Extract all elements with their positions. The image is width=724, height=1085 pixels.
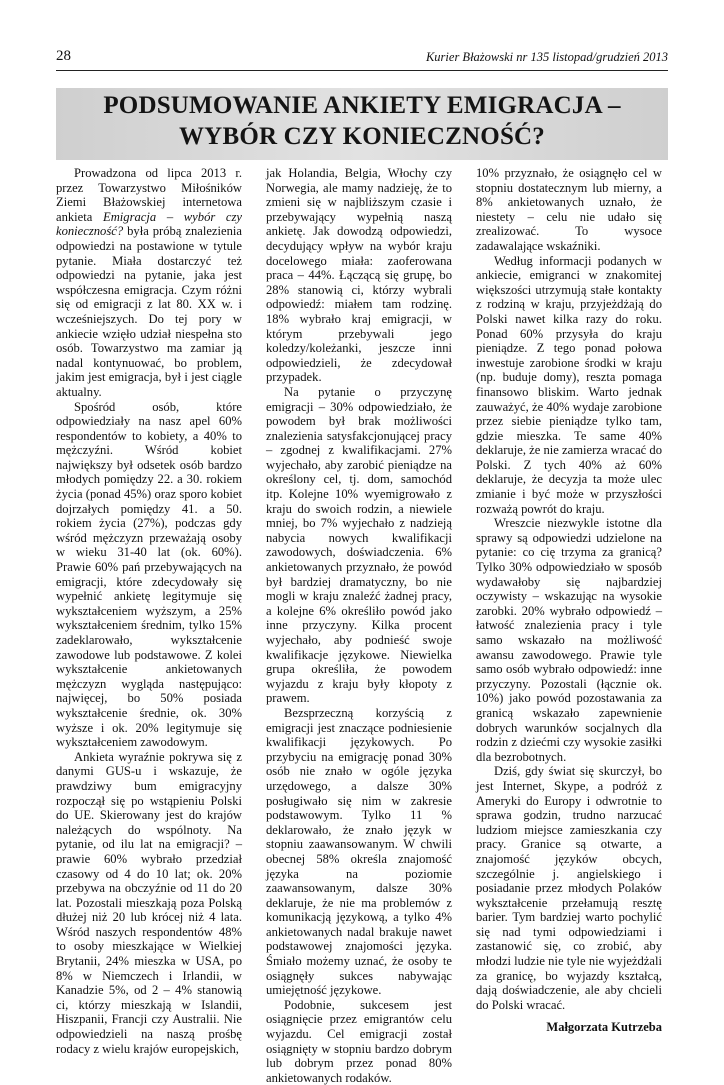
text-column-3 <box>476 166 662 1035</box>
paragraph-text: była próbą znalezienia odpowiedzi na postawione w tytule pytanie. Miała dostarczyć też odpowiedzi na pytanie, jaka jest współczesna emigracja. Czym różni się od emigracji z lat 80. XX w. i wcześniejszych. Do tej pory w ankiecie wzięło udział niespełna sto osób. Towarzystwo ma zamiar ją nadal kontynuować, bo problem, jakim jest emigracja, był i jest ciągle aktualny. <box>56 224 242 399</box>
paragraph: Podobnie, sukcesem jest osiągnięcie przez emigrantów celu wyjazdu. Cel emigracji został osiągnięty w stopniu bardzo dobrym lub dobrym przez ponad 80% ankietowanych rodaków. <box>266 997 452 1085</box>
page-header <box>56 48 668 71</box>
journal-info: Kurier Błażowski nr 135 listopad/grudzień 2013 <box>425 50 668 64</box>
paragraph: Według informacji podanych w ankiecie, emigranci w znakomitej większości utrzymują stałe kontakty z rodziną w kraju, przyjeżdżają do Polski nawet kilka razy do roku. Ponad 60% przysyła do kraju pieniądze. Z tego ponad połowa inwestuje zarobione środki w kraju (np. buduje domy), reszta pomaga finansowo bliskim. Warto jednak zauważyć, że 40% wydaje zarobione przez siebie pieniądze tylko tam, gdzie mieszka. Te same 40% deklaruje, że nie zamierza wracać do Polski. Z tych 40% aż 60% deklaruje, że decyzja ta może ulec zmianie i być może w przyszłości rozważą powrót do kraju. <box>476 253 662 516</box>
page-number: 28 <box>56 48 71 64</box>
paragraph: Dziś, gdy świat się skurczył, bo jest Internet, Skype, a podróż z Ameryki do Europy i odwrotnie to sprawa godzin, trudno narzucać ludziom miejsce zamieszkania czy pracy. Granice są otwarte, a znajomość języków obcych, szczególnie j. angielskiego i posiadanie przez młodych Polaków wykształcenie przełamują resztę barier. Tym bardziej warto pochylić się nad tymi odpowiedziami i zastanowić się, co zrobić, aby młodzi ludzie nie tyle nie wyjeżdżali za granicę, bo wyjazdy kształcą, dają doświadczenie, ale aby chcieli do Polski wracać. <box>476 764 662 1012</box>
paragraph: jak Holandia, Belgia, Włochy czy Norwegia, ale mamy nadzieję, że to zmieni się w najbliższym czasie i przebywający wypełnią naszą ankietę. Jak dowodzą odpowiedzi, decydujący wpływ na wybór kraju docelowego miała: zaoferowana praca – 44%. Łączącą się grupę, bo 28% stanowią ci, którzy wybrali odpowiedź: miałem tam rodzinę. 18% wybrało kraj emigracji, w którym przebywali jego koledzy/koleżanki, jeszcze inni odpowiedzieli, że zdecydował przypadek. <box>266 166 452 385</box>
paragraph: Na pytanie o przyczynę emigracji – 30% odpowiedziało, że powodem był brak możliwości znalezienia satysfakcjonującej pracy – zgodnej z kwalifikacjami. 27% wyjechało, aby zarobić pieniądze na określony cel, tj. dom, samochód itp. Kolejne 10% wyemigrowało z kraju do swoich rodzin, a niewiele mniej, bo 7% wyjechało z nadzieją nabycia nowych kwalifikacji zawodowych, doświadczenia. 6% ankietowanych przyznało, że powód był bardziej dramatyczny, bo nie mogli w kraju znaleźć żadnej pracy, a kolejne 6% określiło powód jako inne przyczyny. Kilka procent wyjechało, aby podnieść swoje kwalifikacje językowe. Niewielka grupa określiła, że powodem wyjazdu z kraju były kłopoty z prawem. <box>266 384 452 706</box>
paragraph: 10% przyznało, że osiągnęło cel w stopniu dostatecznym lub mierny, a 8% ankietowanych uznało, że niestety – celu nie udało się zrealizować. To wysoce zadawalające wskaźniki. <box>476 166 662 253</box>
article-title-line-1: PODSUMOWANIE ANKIETY EMIGRACJA – <box>103 92 621 119</box>
article-title-line-2: WYBÓR CZY KONIECZNOŚĆ? <box>178 123 546 150</box>
text-column-1 <box>56 166 242 1056</box>
paragraph-text: Prowadzona od lipca 2013 r. przez Towarzystwo Miłośników Ziemi Błażowskiej internetowa ankieta <box>56 166 242 224</box>
author-signature: Małgorzata Kutrzeba <box>546 1020 662 1035</box>
article-title <box>56 90 668 152</box>
paragraph: Spośród osób, które odpowiedziały na nasz apel 60% respondentów to kobiety, a 40% to mężczyźni. Wśród kobiet największy był odsetek osób bardzo młodych pomiędzy 22. a 30. rokiem życia (ponad 45%) oraz sporo kobiet dojrzałych pomiędzy 41. a 50. rokiem życia (27%), podczas gdy wśród mężczyzn przeważają osoby w wieku 31-40 lat (ok. 60%). Prawie 60% pań przebywających na emigracji, które zdecydowały się wypełnić ankietę legitymuje się wykształceniem wyższym, a 25% wykształceniem średnim, tylko 15% zadeklarowało, wykształcenie zawodowe lub podstawowe. Z kolei wykształcenie ankietowanych mężczyzn wygląda następująco: najwięcej, bo 50% posiada wykształcenie średnie, ok. 30% wyższe i ok. 20% legitymuje się wykształceniem zawodowym. <box>56 399 242 750</box>
text-column-2 <box>266 166 452 1085</box>
paragraph: Ankieta wyraźnie pokrywa się z danymi GUS-u i wskazuje, że prawdziwy bum emigracyjny rozpoczął się po wstąpieniu Polski do UE. Skierowany jest do krajów należących do wspólnoty. Na pytanie, od ilu lat na emigracji? – prawie 60% wybrało przedział czasowy od 4 do 10 lat; ok. 20% przebywa na obczyźnie od 11 do 20 lat. Pozostali mieszkają poza Polską dłużej niż 20 lub krócej niż 4 lata. Wśród naszych respondentów 48% to osoby mieszkające w Wielkiej Brytanii, 24% mieszka w USA, po 8% w Niemczech i Irlandii, w Kanadzie 5%, od 2 – 4% stanowią ci, którzy mieszkają w Islandii, Hiszpanii, Francji czy Australii. Nie odpowiedzieli na naszą prośbę rodacy z wielu krajów europejskich, <box>56 749 242 1056</box>
paragraph: Bezsprzeczną korzyścią z emigracji jest znaczące podniesienie kwalifikacji językowych. Po przybyciu na emigrację ponad 30% osób nie znało w ogóle języka urzędowego, a dalsze 30% posługiwało się nim w zakresie podstawowym. Tylko 11 % deklarowało, że znało język w stopniu zaawansowanym. W chwili obecnej 58% określa znajomość języka na poziomie zaawansowanym, dalsze 30% deklaruje, że nie ma problemów z komunikacją językową, a tylko 4% ankietowanych nadal brakuje nawet podstawowej znajomości języka. Śmiało możemy uznać, że osoby te osiągnęły sukces nabywając umiejętność językowe. <box>266 705 452 998</box>
survey-title-italic: Emigracja – wybór czy konieczność? <box>56 209 242 239</box>
paragraph <box>56 166 242 400</box>
paragraph: Wreszcie niezwykle istotne dla sprawy są odpowiedzi udzielone na pytanie: co cię trzyma za granicą? Tylko 30% odpowiedziało w sposób wydawałoby się najbardziej oczywisty – wskazując na wysokie zarobki. 20% wybrało odpowiedź – łatwość znalezienia pracy i tyle samo wskazało na możliwość awansu zawodowego. Prawie tyle samo osób wybrało odpowiedź: inne przyczyny. Pozostali (łącznie ok. 10%) jako powód pozostawania za granicą wskazało zapewnienie dobrych warunków socjalnych dla rodzin z dziećmi czy wysokie zasiłki dla bezrobotnych. <box>476 516 662 764</box>
